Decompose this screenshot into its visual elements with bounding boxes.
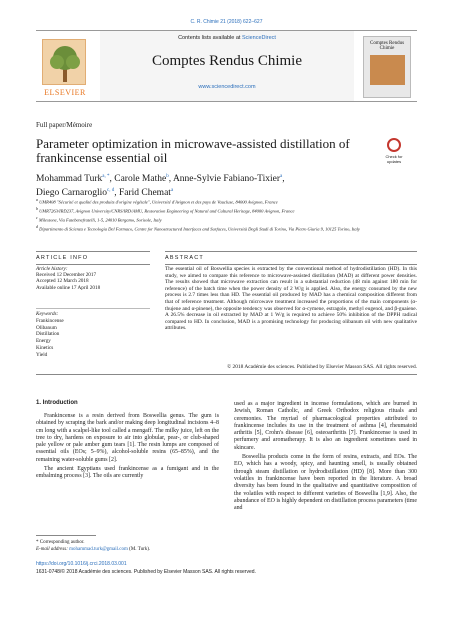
affil-sup: c [36,215,38,220]
body-paragraph: Boswellia products come in the form of resins, extracts, and EOs. The EO, which has a woody, spicy, and haunting smell, is usually obtained through steam distillation or hydrodistillation (HD) [8]. More than 300 volatiles in frankincense have been reported in the literature. A broad diversity has been found in the qualitative and quantitative composition of the volatiles with respect to different varieties of Boswellia [1,9]. Also, the abundance of EO is highly dependent on distillation process parameters (time and [234,454,417,512]
history-label: Article history: [36,266,68,272]
history-item: Received 12 December 2017 [36,272,97,279]
check-for-updates-icon [387,138,401,152]
affiliation [36,224,416,233]
author-name[interactable]: Anne-Sylvie Fabiano-Tixier [172,174,280,185]
affil-sup: d [36,224,38,229]
journal-masthead [36,30,417,102]
article-type: Full paper/Mémoire [36,121,93,129]
author-name[interactable]: Mohammad Turk [36,174,103,185]
keyword: Distillation [36,331,60,338]
email-line [36,546,219,553]
author-affil-sup[interactable]: b [166,174,169,179]
author-affil-sup[interactable]: a, * [102,174,110,179]
footnote [36,539,219,553]
keywords [36,308,150,359]
cover-title: Comptes Rendus Chimie [369,41,405,51]
elsevier-logo[interactable] [36,37,96,97]
affiliation [36,206,416,215]
author-affil-sup[interactable]: c, d [106,188,115,194]
affil-text: Dipartimento di Scienza e Tecnologia Del Farmaco, Centre for Nanostructured Interfaces and Surfaces, Università Degli Studi di Torino, Via Pietro Giuria 9, 10125 Torino, Italy [39,226,360,232]
doi-link[interactable]: https://doi.org/10.1016/j.crci.2018.03.001 [36,561,127,567]
affil-text: UMR408 "Sécurité et qualité des produits d'origine végétale", Université d'Avignon et des pays de Vaucluse, 84000 Avignon, France [39,199,278,205]
corresponding-author-note: * Corresponding author. [36,540,85,545]
article-title: Parameter optimization in microwave-assisted distillation of frankincense essential oil [36,136,350,165]
masthead-center [100,31,354,101]
abstract-heading: ABSTRACT [165,251,417,265]
author-list: Mohammad Turk$^{a, *}$, Carole Mathe$^b$, Anne-Sylvie Fabiano-Tixier$^a$, Diego Carnaroglio$^{c, d}$, Farid Chemat$^a$ [36,174,285,199]
body-column-left [36,413,219,483]
history-item: Accepted 12 March 2018 [36,278,89,285]
check-for-updates-label: Check for updates [385,154,403,164]
introduction-heading: 1. Introduction [36,400,78,406]
abstract-copyright: © 2018 Académie des sciences. Published by Elsevier Masson SAS. All rights reserved. [227,364,417,370]
contents-prefix: Contents lists available at [178,35,242,41]
affiliation [36,215,416,224]
cover-artwork [370,55,405,85]
article-history [36,266,150,291]
issn-line: 1631-0748/© 2018 Académie des sciences. Published by Elsevier Masson SAS. All rights reserved. [36,569,256,575]
affiliations [36,197,416,233]
journal-reference[interactable]: C. R. Chimie 21 (2018) 622–627 [190,19,263,25]
author-name[interactable]: Carole Mathe [114,174,167,185]
elsevier-tree-icon [42,39,86,85]
body-paragraph: used as a major ingredient in incense formulations, which are burned in Jewish, Roman Catholic, and Greek Orthodox religious rituals and ceremonies. The myriad of pharmacological properties attributed to frankincense includes its use in the treatment of asthma [4], rheumatoid arthritis [5], Crohn's disease [6], osteoarthritis [7]. Frankincense is used in perfumery and aromatherapy. It is also an ingredient sometimes used in skincare. [234,401,417,451]
abstract-text: The essential oil of Boswellia species is extracted by the conventional method of hydrodistillation (HD). In this study, we aimed to compare this reference to microwave-assisted distillation (MAD) at different power densities. The results showed that microwave extraction can result in a substantial reduction (48 min against 180 min for reference) of the batch time when the power density of 2 W/g is applied. Also, the energy consumed by the new process is 2.7 times less than HD. The essential oil produced by MAD has a chemical composition different from that of reference treatment. Although microwave treatment increased the proportions of the main components (α-thujene and α-pinene), the opposite tendency was observed for α-cymene, estragole, methyl eugenol, and β-guaiene. A 26.5% decrease in oil extracted by MAD at 1 W/g is required to achieve 50% inhibition of the DPPH radical compared to HD. In conclusion, MAD is a promising technology for producing olibanum oil with new qualitative attributes. [165,266,417,332]
keywords-label: Keywords: [36,311,59,317]
body-paragraph: The ancient Egyptians used frankincense as a fumigant and in the embalming process [3]. The oils are currently [36,466,219,480]
keyword: Olibanum [36,324,57,331]
abstract-divider [36,374,417,375]
affil-text: UMR7263/IRD237, Avignon University/CNRS/IRD/AMU, Restoration Engineering of Natural and Cultural Heritage, 84000 Avignon, France [39,208,295,214]
journal-cover-image[interactable] [363,36,411,98]
keyword: Yield [36,351,48,358]
sciencedirect-link[interactable]: ScienceDirect [241,35,276,41]
keyword: Kinetics [36,344,54,351]
elsevier-wordmark: ELSEVIER [44,88,86,97]
body-paragraph: Frankincense is a resin derived from Boswellia genus. The gum is obtained by scraping the bark and/or making deep longitudinal incisions 4–8 cm long with a scalpel-like tool called a mengaff. The milky juice, left on the tree to dry, hardens on exposure to air into globular, pear-, or club-shaped pale yellow or pale amber gum tears [1]. The resin lumps are composed of essential oils (EOs; 5–9%), alcohol-soluble resins (65–85%), and the remaining water-soluble gums [2]. [36,413,219,463]
affiliation [36,197,416,206]
author-affil-sup[interactable]: a [170,188,174,194]
check-for-updates-badge[interactable] [379,138,409,168]
author-name[interactable]: Farid Chemat [118,188,171,199]
affil-sup: b [36,206,38,211]
author-affil-sup[interactable]: a [279,174,283,179]
author-name[interactable]: Diego Carnaroglio [36,188,107,199]
footnote-divider [36,535,96,536]
email-label: E-mail address: [36,547,70,552]
article-info-heading: ARTICLE INFO [36,251,150,265]
keyword: Energy [36,338,51,345]
journal-title: Comptes Rendus Chimie [152,53,302,69]
contents-line [100,35,354,41]
email-suffix: (M. Turk). [127,547,151,552]
affil-sup: a [36,197,38,202]
history-item: Available online 17 April 2018 [36,284,101,291]
email-link[interactable]: mohammad.turk@gmail.com [69,547,128,552]
body-column-right [234,401,417,514]
keyword: Frankincense [36,317,64,324]
journal-url-link[interactable]: www.sciencedirect.com [198,84,256,90]
affil-text: Milestone, Via Fatebenefratelli, 1-5, 24010 Bergamo, Sorisole, Italy [38,217,162,223]
